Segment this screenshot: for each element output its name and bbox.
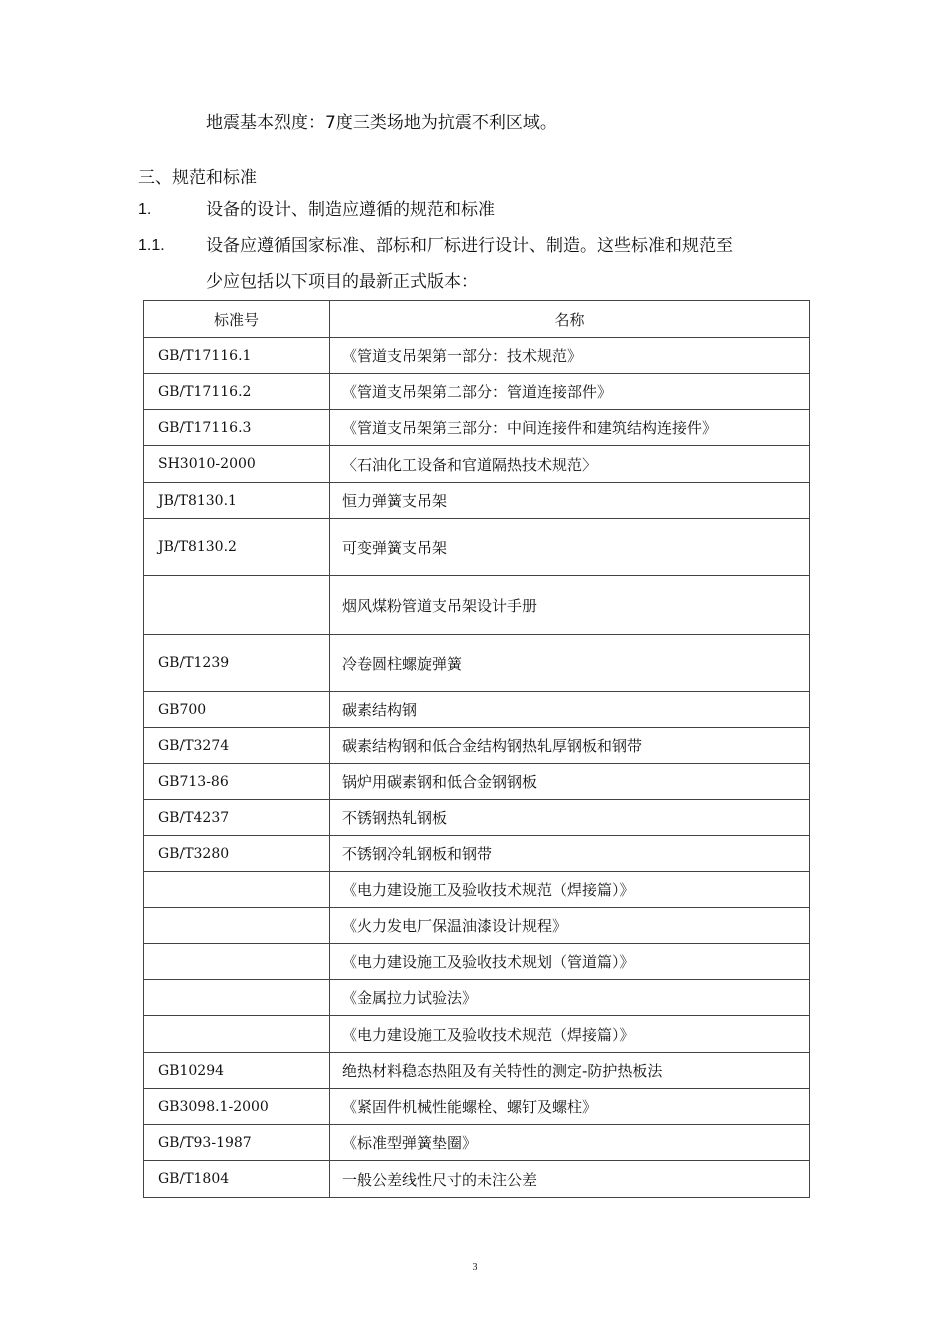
table-row [144,635,810,692]
table-row [144,576,810,635]
standard-name-cell: 《电力建设施工及验收技术规划（管道篇）》 [330,944,810,980]
standard-name-cell: 烟风煤粉管道支吊架设计手册 [330,576,810,635]
standard-code-cell: GB/T17116.3 [144,410,330,446]
table-row [144,410,810,446]
standard-name-cell: 《金属拉力试验法》 [330,980,810,1016]
standards-table [143,300,810,1198]
table-row [144,728,810,764]
standard-code-cell: GB/T3274 [144,728,330,764]
standard-name-cell: 《火力发电厂保温油漆设计规程》 [330,908,810,944]
standard-name-cell: 《电力建设施工及验收技术规范（焊接篇）》 [330,1016,810,1053]
standard-code-cell: GB3098.1-2000 [144,1089,330,1125]
standard-name-cell: 锅炉用碳素钢和低合金钢钢板 [330,764,810,800]
table-row [144,1089,810,1125]
standard-name-cell: 恒力弹簧支吊架 [330,483,810,519]
seismic-intensity-text: 地震基本烈度：7度三类场地为抗震不利区域。 [206,113,557,133]
standard-code-cell: GB/T4237 [144,800,330,836]
standard-name-cell: 不锈钢热轧钢板 [330,800,810,836]
standard-code-cell [144,908,330,944]
table-row [144,519,810,576]
header-standard-number: 标准号 [144,301,330,338]
standard-code-cell: GB/T17116.1 [144,338,330,374]
standard-name-cell: 一般公差线性尺寸的未注公差 [330,1161,810,1198]
standard-name-cell: 绝热材料稳态热阻及有关特性的测定-防护热板法 [330,1053,810,1089]
table-body [144,338,810,1198]
standard-name-cell: 冷卷圆柱螺旋弹簧 [330,635,810,692]
table-header-row [144,301,810,338]
table-row [144,908,810,944]
standard-name-cell: 可变弹簧支吊架 [330,519,810,576]
standard-code-cell [144,1016,330,1053]
standard-code-cell [144,576,330,635]
item-1-1-text-line2: 少应包括以下项目的最新正式版本： [206,272,478,292]
table-row [144,1161,810,1198]
standard-name-cell: 《标准型弹簧垫圈》 [330,1125,810,1161]
standard-name-cell: 《紧固件机械性能螺栓、螺钉及螺柱》 [330,1089,810,1125]
standard-code-cell [144,980,330,1016]
standard-code-cell: SH3010-2000 [144,446,330,483]
table-row [144,1125,810,1161]
standard-code-cell: GB700 [144,692,330,728]
item-1-number: 1. [138,201,152,218]
standard-code-cell: GB/T17116.2 [144,374,330,410]
table-row [144,338,810,374]
item-1-1-text-line1: 设备应遵循国家标准、部标和厂标进行设计、制造。这些标准和规范至 [206,236,733,256]
standard-name-cell: 碳素结构钢 [330,692,810,728]
standard-code-cell: JB/T8130.2 [144,519,330,576]
standard-code-cell: GB/T93-1987 [144,1125,330,1161]
table-row [144,764,810,800]
table-row [144,836,810,872]
standard-name-cell: 《管道支吊架第二部分：管道连接部件》 [330,374,810,410]
standard-code-cell: GB/T1239 [144,635,330,692]
table-row [144,374,810,410]
section-heading: 三、规范和标准 [138,168,257,188]
standard-name-cell: 《管道支吊架第一部分：技术规范》 [330,338,810,374]
standard-code-cell: GB713-86 [144,764,330,800]
table-row [144,692,810,728]
standard-code-cell [144,872,330,908]
table-row [144,446,810,483]
standard-code-cell: JB/T8130.1 [144,483,330,519]
standard-code-cell: GB/T3280 [144,836,330,872]
table-row [144,800,810,836]
table-row [144,944,810,980]
standard-name-cell: 碳素结构钢和低合金结构钢热轧厚钢板和钢带 [330,728,810,764]
standard-name-cell: 《电力建设施工及验收技术规范（焊接篇）》 [330,872,810,908]
table-row [144,1016,810,1053]
header-name: 名称 [330,301,810,338]
standard-code-cell [144,944,330,980]
standard-name-cell: 《管道支吊架第三部分：中间连接件和建筑结构连接件》 [330,410,810,446]
table-row [144,980,810,1016]
standard-code-cell: GB/T1804 [144,1161,330,1198]
page-number: 3 [472,1262,478,1273]
table-row [144,483,810,519]
item-1-1-number: 1.1. [138,237,165,254]
table-row [144,872,810,908]
standard-name-cell: 〈石油化工设备和官道隔热技术规范〉 [330,446,810,483]
standard-name-cell: 不锈钢冷轧钢板和钢带 [330,836,810,872]
item-1-text: 设备的设计、制造应遵循的规范和标准 [206,200,495,220]
standard-code-cell: GB10294 [144,1053,330,1089]
table-row [144,1053,810,1089]
